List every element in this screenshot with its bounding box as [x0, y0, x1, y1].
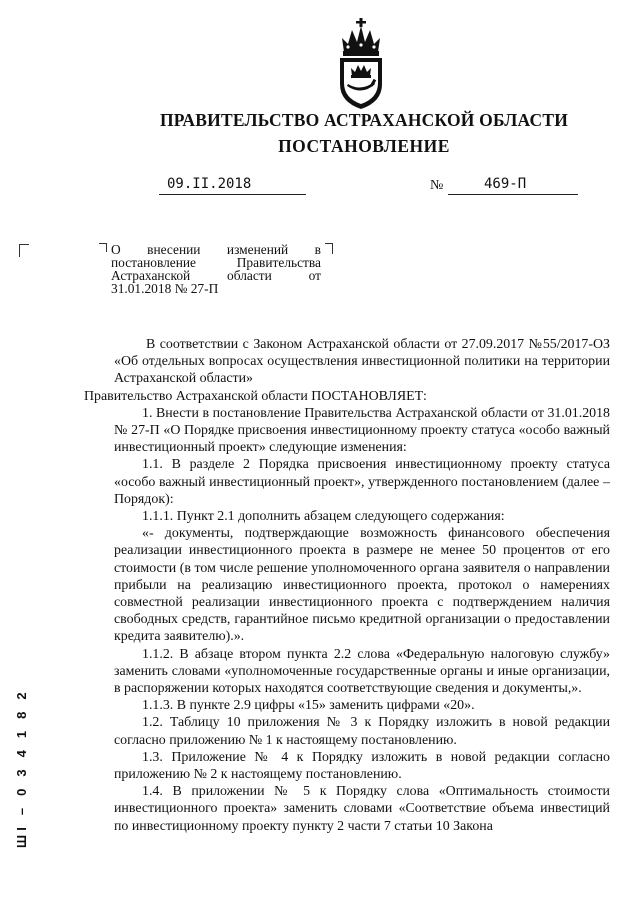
organization-title: ПРАВИТЕЛЬСТВО АСТРАХАНСКОЙ ОБЛАСТИ — [159, 110, 569, 130]
corner-mark-icon — [325, 243, 333, 254]
number-label: № — [430, 178, 444, 193]
body-paragraph: Правительство Астраханской области ПОСТАНОВЛЯЕТ: — [84, 388, 427, 404]
body-paragraph: 1.1.1. Пункт 2.1 дополнить абзацем следующего содержания: — [142, 509, 505, 525]
body-paragraph: 1.4. В приложении № 5 к Порядку слова «Оптимальность стоимости инвестиционного проекта» заменить словами «Соответствие объема инвестиций по инвестиционному проекту пункту 2 части 7 статьи 10 Закона — [114, 784, 610, 834]
corner-mark-icon — [19, 244, 29, 257]
date-field — [159, 177, 306, 195]
coat-of-arms-icon — [334, 18, 388, 110]
body-paragraph: 1.1.3. В пункте 2.9 цифры «15» заменить цифрами «20». — [142, 698, 475, 714]
document-number: 469-П — [484, 176, 527, 192]
subject-line: 31.01.2018 № 27-П — [111, 281, 219, 296]
subject-line: Астраханской области от — [111, 268, 321, 283]
body-paragraph: «- документы, подтверждающие возможность финансового обеспечения реализации инвестиционного проекта в размере не менее 50 процентов от его стоимости (в том числе решение уполномоченного органа заявителя о направлении прибыли на реализацию инвестиционного проекта, протокол о намерениях совместной реализации инвестиционного проекта с подтверждением наличия свободных средств, гарантийное письмо кредитной организации о предоставлении кредита заявителю).». — [114, 526, 610, 645]
body-paragraph: 1.1. В разделе 2 Порядка присвоения инвестиционному проекту статуса «особо важный инвестиционный проект», утвержденного постановлением (далее – Порядок): — [114, 457, 610, 507]
body-paragraph: 1. Внести в постановление Правительства Астраханской области от 31.01.2018 № 27-П «О Порядке присвоения инвестиционному проекту статуса «особо важный инвестиционный проект» следующие изменения: — [114, 405, 610, 456]
corner-mark-icon — [99, 243, 107, 252]
subject-line: О внесении изменений в — [111, 242, 321, 257]
subject-line: постановление Правительства — [111, 255, 321, 270]
document-body — [84, 336, 610, 835]
document-date: 09.II.2018 — [167, 176, 252, 192]
body-paragraph: В соответствии с Законом Астраханской области от 27.09.2017 №55/2017-ОЗ «Об отдельных вопросах осуществления инвестиционной политики на территории Астраханской области» — [114, 337, 610, 387]
document-subject — [111, 243, 321, 295]
document-type: ПОСТАНОВЛЕНИЕ — [278, 136, 450, 156]
body-paragraph: 1.3. Приложение № 4 к Порядку изложить в новой редакции согласно приложению № 2 к настоящему постановлению. — [114, 749, 610, 783]
body-paragraph: 1.2. Таблицу 10 приложения № 3 к Порядку изложить в новой редакции согласно приложению № 1 к настоящему постановлению. — [114, 715, 610, 748]
number-field — [448, 177, 578, 195]
serial-stamp: ШI – 0 3 4 1 8 2 — [14, 688, 29, 848]
body-paragraph: 1.1.2. В абзаце втором пункта 2.2 слова «Федеральную налоговую службу» заменить словами «уполномоченные государственные органы и иные организации, в распоряжении которых находятся соответствующие сведения и документы,». — [114, 646, 610, 697]
